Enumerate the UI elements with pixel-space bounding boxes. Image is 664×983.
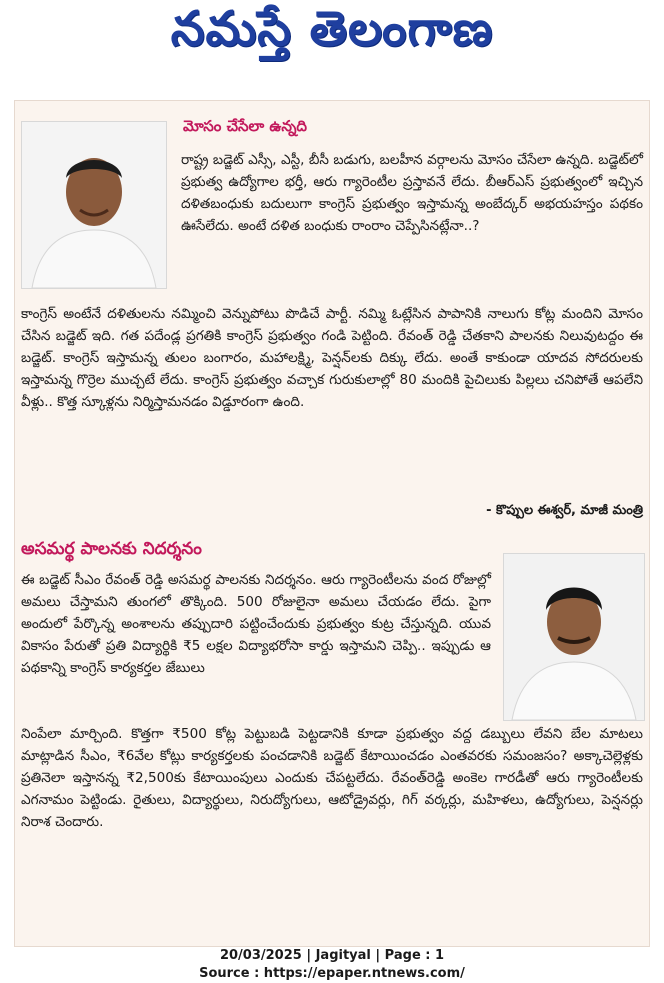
masthead: [0, 0, 664, 70]
person-silhouette-icon: [22, 122, 166, 288]
article1-headline: మోసం చేసేలా ఉన్నది: [183, 117, 307, 135]
person-silhouette-icon: [504, 554, 644, 720]
portrait-photo-2: [503, 553, 645, 721]
page-footer: [0, 947, 664, 983]
article1-body-bottom: కాంగ్రెస్ అంటేనే దళితులను నమ్మించి వెన్నుపోటు పొడిచే పార్టీ. నమ్మి ఓట్లేసిన పాపానికి నాలుగు కోట్ల మందిని మోసం చేసిన బడ్జెట్ ఇది. గత పదేండ్ల ప్రగతికి కాంగ్రెస్ ప్రభుత్వం గండి పెట్టింది. రేవంత్ రెడ్డి చేతకాని పాలనకు నిలువుటద్దం ఈ బడ్జెట్. కాంగ్రెస్ ఇస్తామన్న తులం బంగారం, మహాలక్ష్మి, పెన్షన్‌లకు దిక్కు లేదు. అంతే కాకుండా యాదవ సోదరులకు ఇస్తామన్న గొర్రెల ముచ్చటే లేదు. కాంగ్రెస్ ప్రభుత్వం వచ్చాక గురుకులాల్లో 80 మందికి పైచిలుకు పిల్లలు చనిపోతే ఆపలేని వీళ్లు.. కొత్త స్కూళ్లను నిర్మిస్తామనడం విడ్డూరంగా ఉంది.: [21, 306, 643, 410]
article1-body-top: రాష్ట్ర బడ్జెట్ ఎస్సీ, ఎస్టీ, బీసీ బడుగు, బలహీన వర్గాలను మోసం చేసేలా ఉన్నది. బడ్జెట్‌లో ప్రభుత్వ ఉద్యోగాల భర్తీ, ఆరు గ్యారెంటీల ప్రస్తావనే లేదు. బీఆర్‌ఎస్ ప్రభుత్వంలో ఇచ్చిన దళితబంధుకు బదులుగా కాంగ్రెస్ ప్రభుత్వం ఇస్తామన్న అంబేద్కర్ అభయహస్తం పథకం ఊసేలేదు. అంటే దళిత బంధుకు రాంరాం చెప్పేసినట్లేనా..?: [181, 152, 643, 234]
article2-headline: అసమర్థ పాలనకు నిదర్శనం: [21, 539, 202, 559]
footer-date-line: 20/03/2025 | Jagityal | Page : 1: [219, 948, 445, 963]
article2-body-bottom: నింపేలా మార్చింది. కొత్తగా ₹500 కోట్ల పెట్టుబడి పెట్టడానికి కూడా ప్రభుత్వం వద్ద డబ్బులు లేవని బేల మాటలు మాట్లాడిన సీఎం, ₹6వేల కోట్లు కార్యకర్తలకు పంచడానికి బడ్జెట్ కేటాయించడం ఎంతవరకు సమంజసం? అక్కాచెల్లెళ్లకు ప్రతినెలా ఇస్తానన్న ₹2,500కు కేటాయింపులు ఎందుకు చేపట్టలేదు. రేవంత్‌రెడ్డి అంకెల గారడీతో ఆరు గ్యారెంటీలకు ఎగనామం పెట్టిండు. రైతులు, విద్యార్థులు, నిరుద్యోగులు, ఆటోడ్రైవర్లు, గిగ్ వర్కర్లు, మహిళలు, ఉద్యోగులు, పెన్షనర్లు నిరాశ చెందారు.: [21, 726, 643, 830]
article1-byline: - కొప్పుల ఈశ్వర్, మాజీ మంత్రి: [486, 503, 643, 518]
portrait-photo-1: [21, 121, 167, 289]
newspaper-title: నమస్తే తెలంగాణ: [170, 1, 494, 57]
news-clipping: [14, 100, 650, 947]
article2-body-top: ఈ బడ్జెట్ సీఎం రేవంత్ రెడ్డి అసమర్థ పాలనకు నిదర్శనం. ఆరు గ్యారెంటీలను వంద రోజుల్లో అమలు చేస్తామని తుంగలో తొక్కింది. 500 రోజులైనా అమలు చేయడం లేదు. పైగా అందులో పేర్కొన్న అంశాలను తప్పుదారి పట్టించేందుకు ప్రభుత్వం కుట్ర చేస్తున్నది. యువ వికాసం పేరుతో ప్రతి విద్యార్థికి ₹5 లక్షల విద్యాభరోసా కార్డు ఇస్తామని చెప్పి.. ఇప్పుడు ఆ పథకాన్ని కాంగ్రెస్ కార్యకర్తల జేబులు: [21, 572, 491, 676]
footer-source-line: Source : https://epaper.ntnews.com/: [199, 966, 465, 981]
